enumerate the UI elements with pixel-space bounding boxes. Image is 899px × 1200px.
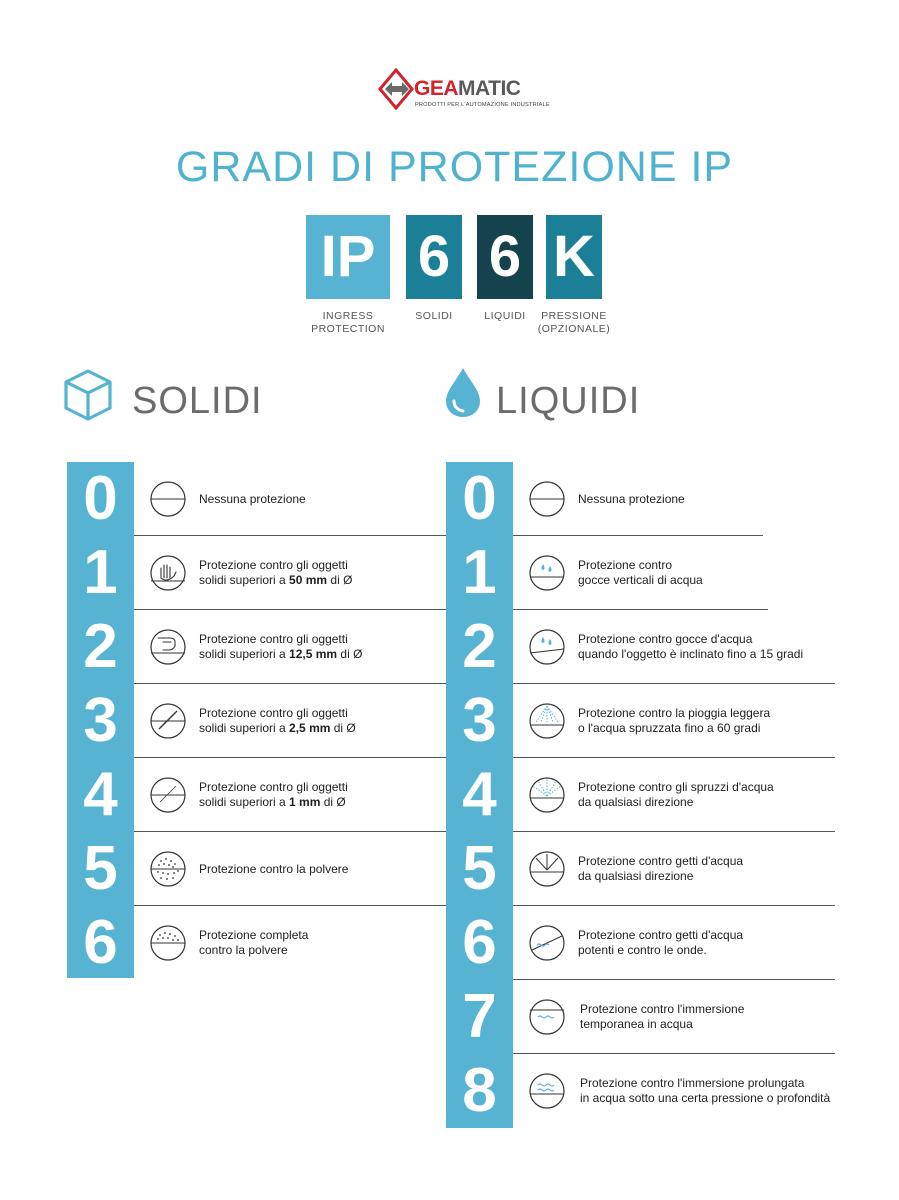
powerful-jet-icon	[528, 924, 566, 962]
row-digit: 6	[83, 908, 118, 977]
page-title: GRADI DI PROTEZIONE IP	[175, 143, 734, 191]
liquidi-title: LIQUIDI	[496, 380, 641, 422]
row-description: Protezione contro gli oggetti solidi superiori a 2,5 mm di Ø	[199, 706, 356, 735]
solidi-row-5	[67, 832, 379, 906]
solidi-row-6	[67, 906, 379, 980]
logo-mark-icon	[378, 68, 414, 110]
liquidi-header	[440, 365, 680, 425]
liquidi-row-8	[446, 1054, 831, 1128]
liquidi-row-0	[446, 462, 768, 536]
liquidi-row-6	[446, 906, 768, 980]
row-description: Protezione contro gli oggetti solidi superiori a 12,5 mm di Ø	[199, 632, 363, 661]
cube-icon	[62, 367, 114, 423]
row-description: Protezione contro gli oggetti solidi superiori a 1 mm di Ø	[199, 780, 348, 809]
finger-icon	[149, 628, 187, 666]
solidi-title: SOLIDI	[132, 380, 263, 422]
row-digit: 2	[83, 612, 118, 681]
water-drop-icon	[442, 365, 484, 421]
row-description: Nessuna protezione	[578, 491, 685, 506]
row-digit: 6	[462, 908, 497, 977]
row-digit: 5	[462, 834, 497, 903]
row-digit: 5	[83, 834, 118, 903]
solidi-row-1	[67, 536, 379, 610]
logo-brand: GEAMATIC	[414, 77, 521, 100]
row-description: Protezione contro gli oggetti solidi superiori a 50 mm di Ø	[199, 558, 353, 587]
empty-circle-icon	[149, 480, 187, 518]
tool-icon	[149, 702, 187, 740]
row-digit: 1	[83, 538, 118, 607]
row-description: Protezione contro getti d'acqua da qualsiasi direzione	[578, 854, 744, 883]
row-digit: 3	[462, 686, 497, 755]
row-digit: 7	[462, 982, 497, 1051]
code-label-ip: INGRESS PROTECTION	[311, 310, 385, 335]
logo-tagline: PRODOTTI PER L'AUTOMAZIONE INDUSTRIALE	[415, 102, 550, 108]
empty-circle-icon	[528, 480, 566, 518]
row-digit: 4	[462, 760, 497, 829]
row-digit: 0	[462, 464, 497, 533]
row-description: Protezione contro la polvere	[199, 861, 349, 876]
dust-icon	[149, 850, 187, 888]
row-description: Protezione contro l'immersione temporanea in acqua	[580, 1002, 745, 1031]
code-label-solidi: SOLIDI	[415, 310, 453, 322]
solidi-row-4	[67, 758, 379, 832]
row-description: Protezione contro la pioggia leggera o l'acqua spruzzata fino a 60 gradi	[578, 706, 771, 735]
row-description: Nessuna protezione	[199, 491, 306, 506]
solidi-row-3	[67, 684, 379, 758]
liquidi-row-1	[446, 536, 768, 610]
code-box-pressione: K	[546, 215, 602, 299]
code-box-ip: IP	[306, 215, 390, 299]
tilted-drops-icon	[528, 628, 566, 666]
row-description: Protezione contro gli spruzzi d'acqua da qualsiasi direzione	[578, 780, 774, 809]
code-box-solidi: 6	[406, 215, 462, 299]
solidi-row-0	[67, 462, 379, 536]
submersion-icon	[528, 1072, 566, 1110]
row-digit: 0	[83, 464, 118, 533]
row-description: Protezione completa contro la polvere	[199, 928, 309, 957]
solidi-row-2	[67, 610, 379, 684]
row-description: Protezione contro gocce d'acqua quando l'oggetto è inclinato fino a 15 gradi	[578, 632, 804, 661]
jet-icon	[528, 850, 566, 888]
solidi-header	[62, 365, 302, 425]
row-description: Protezione contro getti d'acqua potenti e contro le onde.	[578, 928, 744, 957]
row-description: Protezione contro l'immersione prolungata in acqua sotto una certa pressione o profondità	[580, 1076, 831, 1105]
geamatic-logo	[378, 66, 550, 118]
dust-sealed-icon	[149, 924, 187, 962]
row-description: Protezione contro gocce verticali di acqua	[578, 558, 703, 587]
immersion-icon	[528, 998, 566, 1036]
row-digit: 2	[462, 612, 497, 681]
spray-60-icon	[528, 702, 566, 740]
row-digit: 1	[462, 538, 497, 607]
row-digit: 8	[462, 1056, 497, 1125]
code-label-pressione: PRESSIONE (OPZIONALE)	[537, 310, 611, 335]
liquidi-row-2	[446, 610, 804, 684]
vertical-drops-icon	[528, 554, 566, 592]
row-digit: 3	[83, 686, 118, 755]
liquidi-row-5	[446, 832, 768, 906]
hand-icon	[149, 554, 187, 592]
liquidi-row-3	[446, 684, 771, 758]
liquidi-row-7	[446, 980, 768, 1054]
splash-icon	[528, 776, 566, 814]
row-digit: 4	[83, 760, 118, 829]
code-label-liquidi: LIQUIDI	[484, 310, 526, 322]
liquidi-row-4	[446, 758, 774, 832]
wire-icon	[149, 776, 187, 814]
code-box-liquidi: 6	[477, 215, 533, 299]
